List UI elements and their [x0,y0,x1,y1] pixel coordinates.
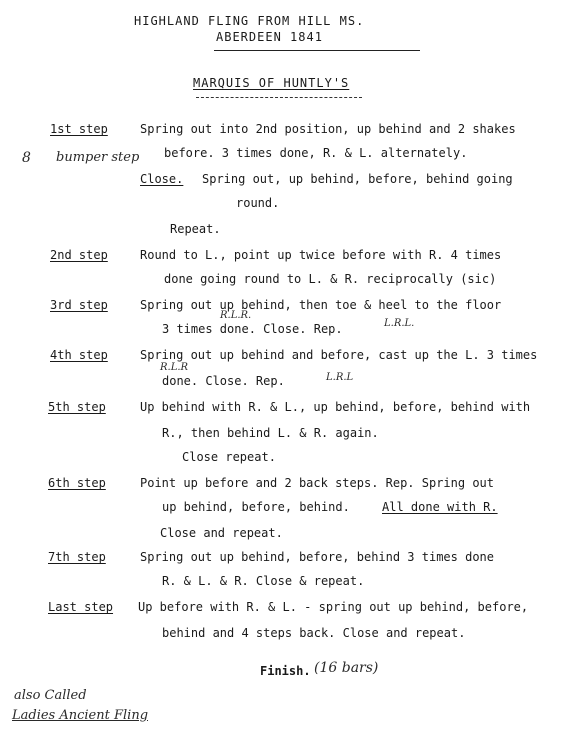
step-1-repeat: Repeat. [170,222,221,236]
step-label-3: 3rd step [50,298,108,312]
document-title: MARQUIS OF HUNTLY'S [193,76,350,90]
step-2-line-1: Round to L., point up twice before with R. 4 times [140,248,502,262]
step-label-6: 6th step [48,476,106,490]
step-label-7: 7th step [48,550,106,564]
step-1-close-line-2: round. [236,196,280,210]
bottom-note-line-1: also Called [14,688,87,703]
step-1-close-line-1: Spring out, up behind, before, behind going [202,172,513,186]
step-1-line-2: before. 3 times done, R. & L. alternately. [164,146,468,160]
step-5-line-1: Up behind with R. & L., up behind, before, behind with [140,400,531,414]
step-label-5: 5th step [48,400,106,414]
step-7-line-2: R. & L. & R. Close & repeat. [162,574,365,588]
annotation-3rd-rlr: R.L.R. [220,310,252,321]
header-rule [214,50,420,51]
margin-note: bumper step [56,150,140,165]
step-label-2: 2nd step [50,248,108,262]
annotation-3rd-lrl: L.R.L. [384,318,415,329]
last-step-line-1: Up before with R. & L. - spring out up behind, before, [138,600,529,614]
annotation-4th-lrl: L.R.L [326,372,354,383]
header-line-2: ABERDEEN 1841 [216,30,323,44]
step-7-line-1: Spring out up behind, before, behind 3 times done [140,550,495,564]
step-6-extra: Close and repeat. [160,526,283,540]
step-4-line-1: Spring out up behind and before, cast up the L. 3 times [140,348,538,362]
step-3-line-1: Spring out up behind, then toe & heel to the floor [140,298,502,312]
step-4-line-2: done. Close. Rep. [162,374,285,388]
step-5-line-3: Close repeat. [182,450,276,464]
bars-annotation: (16 bars) [314,660,379,676]
annotation-4th-rlr: R.L.R [160,362,189,373]
last-step-line-2: behind and 4 steps back. Close and repeat. [162,626,466,640]
step-5-line-2: R., then behind L. & R. again. [162,426,379,440]
step-6-underlined: All done with R. [382,500,498,514]
step-2-line-2: done going round to L. & R. reciprocally (sic) [164,272,497,286]
step-label-4: 4th step [50,348,108,362]
finish-label: Finish. [260,664,311,678]
step-6-line-1: Point up before and 2 back steps. Rep. Spring out [140,476,495,490]
step-6-line-2: up behind, before, behind. [162,500,350,514]
step-1-line-1: Spring out into 2nd position, up behind and 2 shakes [140,122,516,136]
margin-number: 8 [22,150,31,166]
step-label-1: 1st step [50,122,108,136]
bottom-note-line-2: Ladies Ancient Fling [12,708,149,723]
step-1-close-label: Close. [140,172,184,186]
step-3-line-2: 3 times done. Close. Rep. [162,322,343,336]
step-label-last: Last step [48,600,114,614]
title-dashes [196,97,362,98]
header-line-1: HIGHLAND FLING FROM HILL MS. [134,14,365,28]
